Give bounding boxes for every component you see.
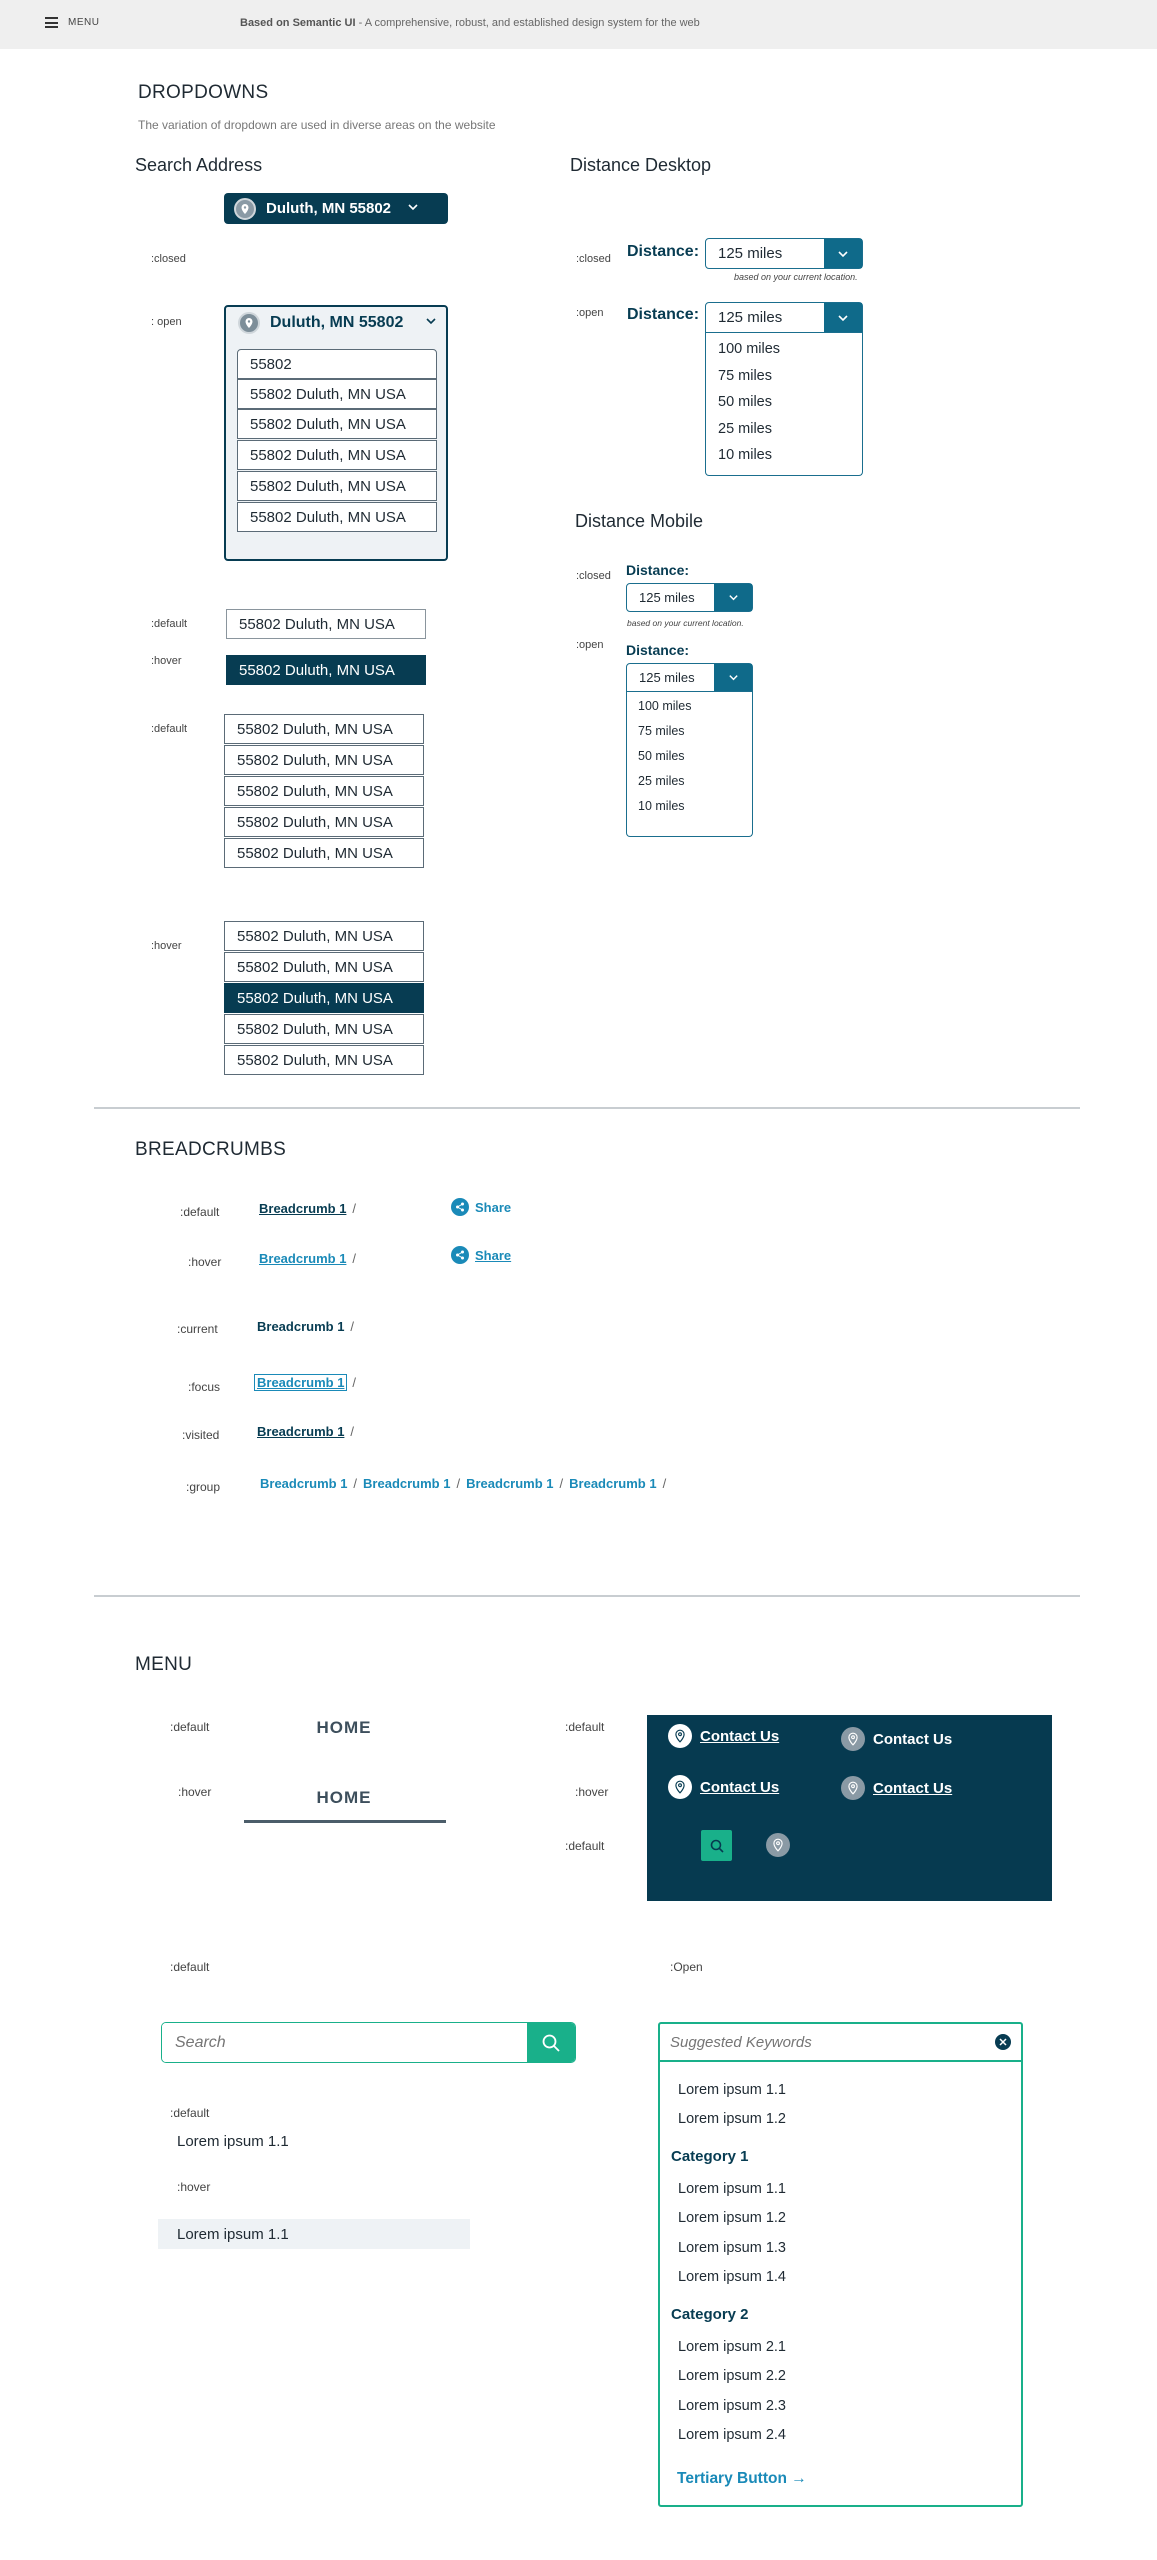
- breadcrumb-separator: /: [350, 1424, 355, 1439]
- mobile-distance-note: based on your current location.: [627, 618, 744, 628]
- state-hover-label: :hover: [151, 655, 182, 667]
- tertiary-button[interactable]: Tertiary Button →: [677, 2470, 807, 2487]
- contact-label: Contact Us: [700, 1727, 780, 1745]
- state-closed-label: :closed: [151, 253, 186, 265]
- location-pin-icon: [841, 1776, 865, 1800]
- mobile-open-state: :open: [576, 639, 604, 651]
- keyword-item[interactable]: Lorem ipsum 1.1: [678, 2181, 786, 2197]
- contact-link-hover[interactable]: [841, 1776, 952, 1800]
- item-state-hover: :hover: [177, 2180, 211, 2194]
- location-pin-icon[interactable]: [766, 1833, 790, 1857]
- search-icon: [541, 2033, 561, 2053]
- address-list-item[interactable]: 55802 Duluth, MN USA: [224, 776, 424, 806]
- brand-name: Based on Semantic UI: [240, 17, 356, 29]
- distance-note: based on your current location.: [734, 272, 858, 282]
- bc-state-hover: :hover: [188, 1255, 222, 1269]
- menu-label: MENU: [68, 17, 100, 28]
- address-option[interactable]: 55802 Duluth, MN USA: [237, 502, 437, 532]
- item-state-default: :default: [170, 2106, 210, 2120]
- address-dropdown-closed[interactable]: [224, 193, 448, 224]
- address-list-item-hovered[interactable]: 55802 Duluth, MN USA: [224, 983, 424, 1013]
- contact-state-default: :default: [565, 1720, 605, 1734]
- breadcrumb-link[interactable]: Breadcrumb 1: [257, 1375, 345, 1390]
- address-item-hover[interactable]: 55802 Duluth, MN USA: [226, 655, 426, 685]
- menu-title: MENU: [135, 1654, 193, 1675]
- breadcrumbs-title: BREADCRUMBS: [135, 1139, 287, 1160]
- breadcrumb-link[interactable]: Breadcrumb 1: [257, 1424, 345, 1439]
- breadcrumb-separator: /: [352, 1375, 357, 1390]
- mobile-distance-select-closed[interactable]: [626, 583, 753, 612]
- address-dropdown-open[interactable]: [224, 305, 448, 561]
- chevron-down-icon: [714, 584, 752, 611]
- breadcrumb-link[interactable]: Breadcrumb 1: [466, 1476, 554, 1491]
- chevron-down-icon: [714, 664, 752, 691]
- home-nav-item-hover[interactable]: HOME: [316, 1788, 372, 1807]
- share-label: Share: [475, 1247, 512, 1263]
- bc-state-current: :current: [177, 1322, 218, 1336]
- distance-option[interactable]: 75 miles: [718, 368, 772, 384]
- distance-option[interactable]: 100 miles: [718, 341, 781, 357]
- suggestion-item[interactable]: Lorem ipsum 1.1: [177, 2133, 289, 2150]
- keyword-item[interactable]: Lorem ipsum 1.1: [678, 2082, 786, 2098]
- contact-menu-panel: [647, 1715, 1052, 1901]
- mobile-distance-options: [626, 692, 753, 837]
- top-bar: [0, 0, 1157, 49]
- mobile-distance-option[interactable]: 100 miles: [638, 699, 692, 713]
- distance-open-state: :open: [576, 307, 604, 319]
- mobile-distance-value: 125 miles: [639, 590, 695, 605]
- keyword-item[interactable]: Lorem ipsum 2.2: [678, 2368, 786, 2384]
- share-icon: [451, 1198, 469, 1216]
- address-list-item[interactable]: 55802 Duluth, MN USA: [224, 807, 424, 837]
- tagline-text: - A comprehensive, robust, and established design system for the web: [355, 17, 700, 29]
- address-list-item[interactable]: 55802 Duluth, MN USA: [224, 838, 424, 868]
- contact-label: Contact Us: [873, 1730, 953, 1748]
- breadcrumb-group: [260, 1476, 672, 1491]
- address-option[interactable]: 55802 Duluth, MN USA: [237, 440, 437, 470]
- location-pin-icon: [841, 1727, 865, 1751]
- breadcrumb-link[interactable]: Breadcrumb 1: [260, 1476, 348, 1491]
- home-nav-item[interactable]: HOME: [316, 1718, 372, 1737]
- location-pin-icon: [234, 198, 256, 220]
- search-button[interactable]: [527, 2023, 575, 2062]
- search-bar: [161, 2022, 576, 2063]
- keyword-item[interactable]: Lorem ipsum 2.4: [678, 2427, 786, 2443]
- bc-state-visited: :visited: [182, 1428, 220, 1442]
- menu-button[interactable]: [45, 17, 99, 28]
- search-icon-button[interactable]: [701, 1830, 732, 1861]
- icon-state-default: :default: [565, 1839, 605, 1853]
- list-hover-state-label: :hover: [151, 940, 182, 952]
- keyword-item[interactable]: Lorem ipsum 1.3: [678, 2240, 786, 2256]
- section-divider: [94, 1595, 1080, 1597]
- bc-state-focus: :focus: [188, 1380, 221, 1394]
- distance-option[interactable]: 50 miles: [718, 394, 772, 410]
- contact-link[interactable]: [668, 1724, 779, 1748]
- address-option[interactable]: 55802 Duluth, MN USA: [237, 379, 437, 409]
- mobile-distance-label: Distance:: [626, 562, 690, 578]
- distance-option[interactable]: 25 miles: [718, 421, 772, 437]
- keywords-panel: [658, 2022, 1023, 2507]
- dropdowns-title: DROPDOWNS: [138, 82, 269, 103]
- menu-state-hover: :hover: [178, 1785, 212, 1799]
- address-option[interactable]: 55802 Duluth, MN USA: [237, 409, 437, 439]
- breadcrumb-separator: /: [662, 1476, 667, 1491]
- mobile-distance-option[interactable]: 10 miles: [638, 799, 685, 813]
- menu-state-default: :default: [170, 1720, 210, 1734]
- share-icon: [451, 1246, 469, 1264]
- breadcrumb-visited: [257, 1424, 354, 1439]
- suggestion-item-hover[interactable]: Lorem ipsum 1.1: [158, 2219, 470, 2249]
- location-pin-icon: [668, 1724, 692, 1748]
- keywords-input[interactable]: [670, 2034, 995, 2051]
- distance-mobile-title: Distance Mobile: [575, 511, 704, 531]
- dropdowns-subtitle: The variation of dropdown are used in diverse areas on the website: [138, 118, 496, 132]
- chevron-down-icon: [824, 239, 862, 268]
- contact-state-hover: :hover: [575, 1785, 609, 1799]
- chevron-down-icon: [407, 200, 419, 217]
- distance-select-closed[interactable]: [705, 238, 863, 269]
- contact-label: Contact Us: [700, 1778, 780, 1796]
- breadcrumb-current-label: Breadcrumb 1: [257, 1319, 345, 1334]
- close-icon[interactable]: [995, 2034, 1011, 2050]
- keyword-category-title: Category 2: [671, 2306, 749, 2323]
- breadcrumb-hover: [259, 1251, 356, 1266]
- address-list-item[interactable]: 55802 Duluth, MN USA: [224, 745, 424, 775]
- address-list-item[interactable]: 55802 Duluth, MN USA: [224, 1045, 424, 1075]
- distance-label: Distance:: [627, 243, 700, 260]
- breadcrumb-current: [257, 1319, 354, 1334]
- address-list-item[interactable]: 55802 Duluth, MN USA: [224, 714, 424, 744]
- breadcrumb-link[interactable]: Breadcrumb 1: [259, 1251, 347, 1266]
- distance-label: Distance:: [627, 306, 700, 323]
- keyword-item[interactable]: Lorem ipsum 1.4: [678, 2269, 786, 2285]
- address-list-item[interactable]: 55802 Duluth, MN USA: [224, 1014, 424, 1044]
- topbar-tagline: [240, 17, 700, 29]
- state-open-label: : open: [151, 316, 182, 328]
- distance-desktop-title: Distance Desktop: [570, 155, 712, 175]
- contact-label: Contact Us: [873, 1779, 953, 1797]
- contact-link-hover[interactable]: [668, 1775, 779, 1799]
- keyword-item[interactable]: Lorem ipsum 1.2: [678, 2111, 786, 2127]
- search-address-title: Search Address: [135, 155, 263, 175]
- section-divider: [94, 1107, 1080, 1109]
- address-search-input[interactable]: 55802: [237, 349, 437, 379]
- breadcrumb-link[interactable]: Breadcrumb 1: [259, 1201, 347, 1216]
- chevron-down-icon: [425, 314, 437, 332]
- address-pill-label: Duluth, MN 55802: [266, 200, 392, 217]
- breadcrumb-separator: /: [352, 1201, 357, 1216]
- address-list-item[interactable]: 55802 Duluth, MN USA: [224, 952, 424, 982]
- mobile-distance-select-open[interactable]: [626, 663, 753, 692]
- share-button-hover[interactable]: [451, 1246, 511, 1264]
- address-option[interactable]: 55802 Duluth, MN USA: [237, 471, 437, 501]
- breadcrumb-default: [259, 1201, 356, 1216]
- distance-option[interactable]: 10 miles: [718, 447, 772, 463]
- distance-options-menu: [705, 333, 863, 476]
- keyword-item[interactable]: Lorem ipsum 2.1: [678, 2339, 786, 2355]
- keyword-item[interactable]: Lorem ipsum 2.3: [678, 2398, 786, 2414]
- mobile-distance-option[interactable]: 50 miles: [638, 749, 685, 763]
- search-input[interactable]: [162, 2023, 527, 2062]
- mobile-closed-state: :closed: [576, 570, 611, 582]
- search-state-default: :default: [170, 1960, 210, 1974]
- breadcrumb-link[interactable]: Breadcrumb 1: [363, 1476, 451, 1491]
- breadcrumb-separator: /: [350, 1319, 355, 1334]
- distance-value: 125 miles: [718, 245, 783, 262]
- breadcrumb-separator: /: [456, 1476, 461, 1491]
- chevron-down-icon: [824, 303, 862, 332]
- share-button[interactable]: [451, 1198, 511, 1216]
- keywords-header: [660, 2024, 1021, 2062]
- breadcrumb-separator: /: [353, 1476, 358, 1491]
- hamburger-icon: [45, 17, 58, 28]
- bc-state-default: :default: [180, 1205, 220, 1219]
- keyword-item[interactable]: Lorem ipsum 1.2: [678, 2210, 786, 2226]
- list-default-state-label: :default: [151, 723, 188, 735]
- distance-select-open[interactable]: [705, 302, 863, 333]
- breadcrumb-separator: /: [352, 1251, 357, 1266]
- mobile-distance-option[interactable]: 75 miles: [638, 724, 685, 738]
- breadcrumb-focus: [255, 1375, 356, 1390]
- bc-state-group: :group: [186, 1480, 221, 1494]
- mobile-distance-value: 125 miles: [639, 670, 695, 685]
- address-open-header[interactable]: [238, 312, 437, 334]
- address-item-default[interactable]: 55802 Duluth, MN USA: [226, 609, 426, 639]
- contact-link[interactable]: [841, 1727, 952, 1751]
- distance-value: 125 miles: [718, 309, 783, 326]
- address-list-item[interactable]: 55802 Duluth, MN USA: [224, 921, 424, 951]
- location-pin-icon: [668, 1775, 692, 1799]
- hover-underline: [244, 1820, 446, 1823]
- location-pin-icon: [238, 312, 260, 334]
- breadcrumb-separator: /: [559, 1476, 564, 1491]
- mobile-distance-option[interactable]: 25 miles: [638, 774, 685, 788]
- address-open-label: Duluth, MN 55802: [270, 314, 404, 331]
- keyword-category-title: Category 1: [671, 2148, 749, 2165]
- share-label: Share: [475, 1199, 512, 1215]
- search-state-open: :Open: [670, 1960, 703, 1974]
- mobile-distance-label: Distance:: [626, 642, 690, 658]
- distance-closed-state: :closed: [576, 253, 611, 265]
- breadcrumb-link[interactable]: Breadcrumb 1: [569, 1476, 657, 1491]
- state-default-label: :default: [151, 618, 188, 630]
- search-icon: [709, 1838, 725, 1854]
